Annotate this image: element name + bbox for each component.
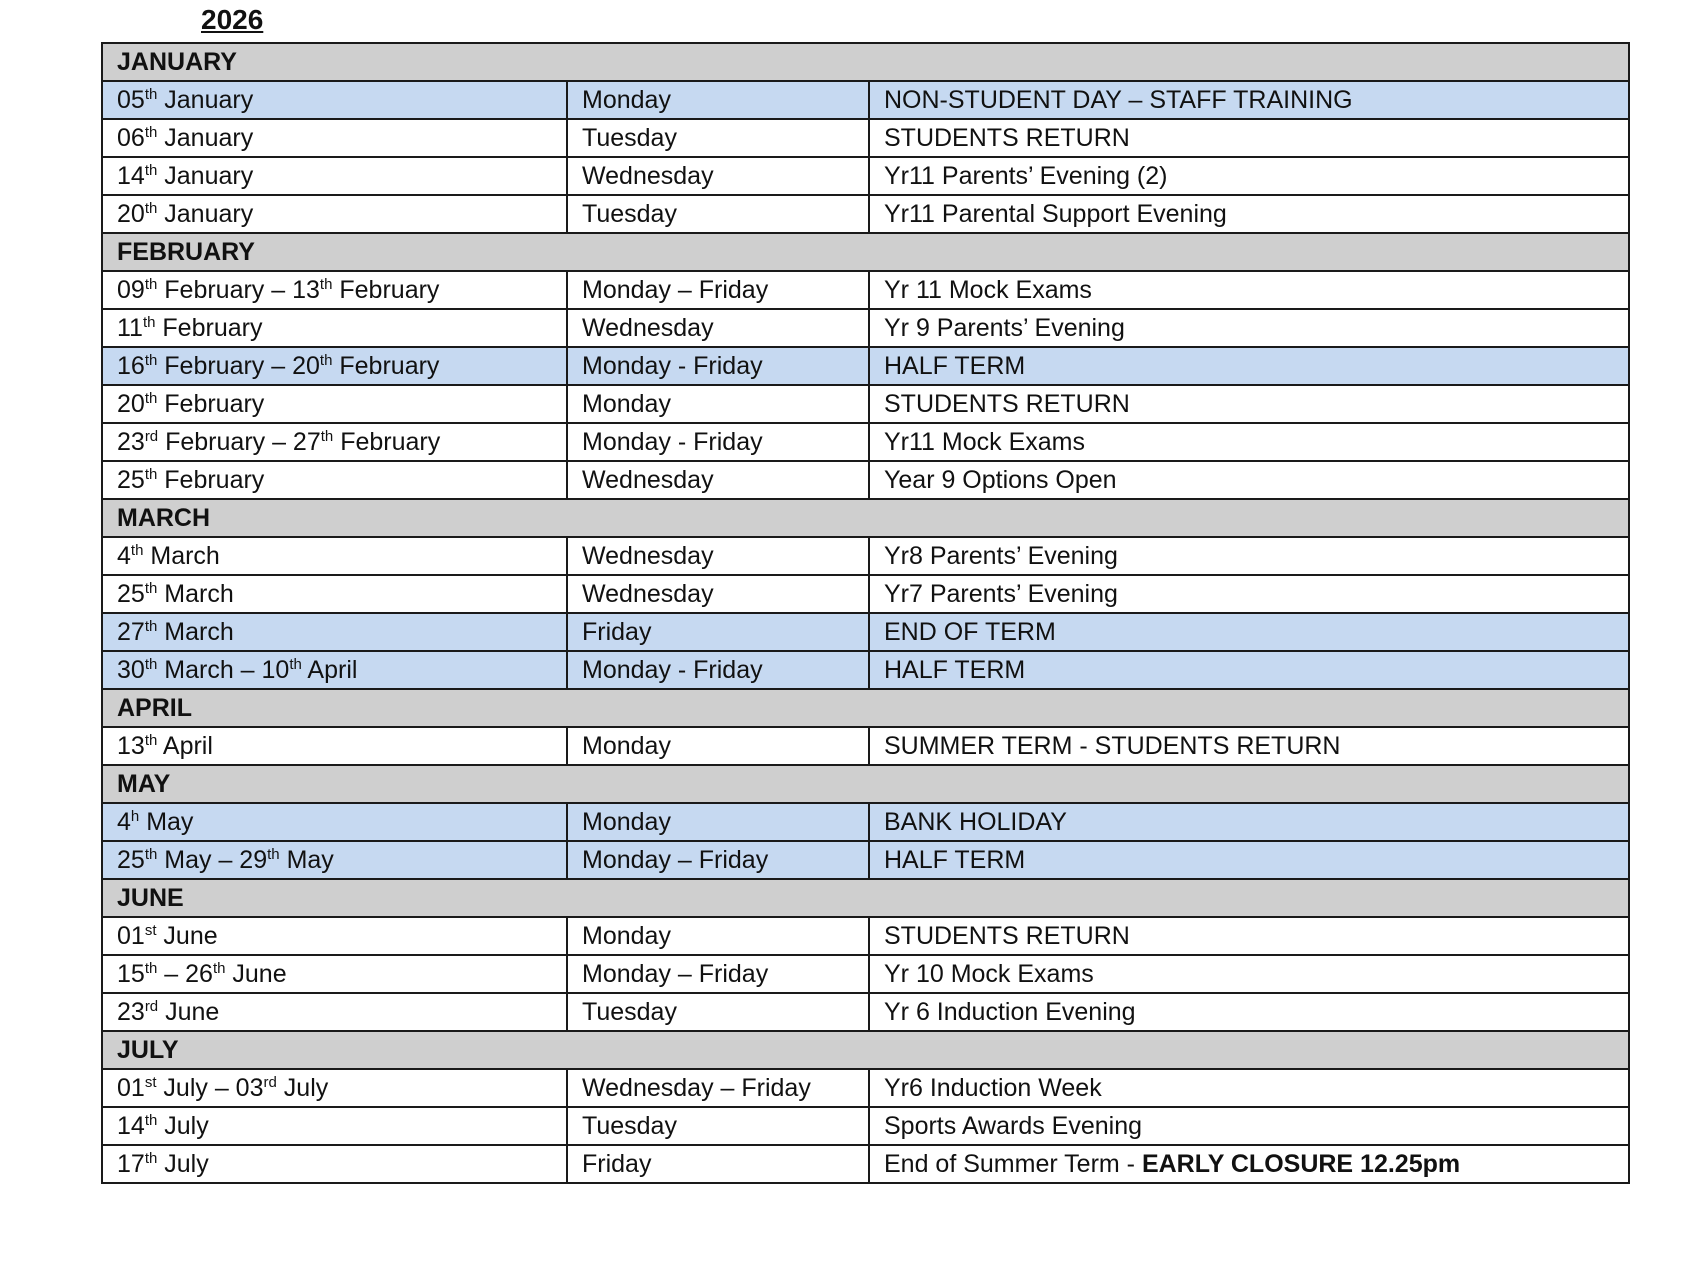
- event-date: 16th February – 20th February: [102, 347, 567, 385]
- month-header: MAY: [102, 765, 1629, 803]
- event-date: 05th January: [102, 81, 567, 119]
- event-weekday: Wednesday: [567, 309, 869, 347]
- event-row: [102, 347, 1629, 385]
- ordinal-suffix: th: [267, 845, 280, 863]
- event-weekday: Monday - Friday: [567, 651, 869, 689]
- event-description: Yr11 Parental Support Evening: [869, 195, 1629, 233]
- ordinal-suffix: th: [144, 655, 158, 673]
- event-weekday: Wednesday: [567, 575, 869, 613]
- ordinal-suffix: th: [319, 275, 333, 293]
- ordinal-suffix: h: [130, 807, 140, 825]
- ordinal-suffix: th: [144, 85, 158, 103]
- month-header-row: [102, 879, 1629, 917]
- month-header: APRIL: [102, 689, 1629, 727]
- event-weekday: Tuesday: [567, 119, 869, 157]
- event-weekday: Friday: [567, 613, 869, 651]
- event-date: 20th February: [102, 385, 567, 423]
- month-header: JULY: [102, 1031, 1629, 1069]
- event-row: [102, 385, 1629, 423]
- event-row: [102, 803, 1629, 841]
- event-description: Yr11 Parents’ Evening (2): [869, 157, 1629, 195]
- event-description: STUDENTS RETURN: [869, 119, 1629, 157]
- month-header: JANUARY: [102, 43, 1629, 81]
- event-row: [102, 917, 1629, 955]
- month-header: JUNE: [102, 879, 1629, 917]
- event-date: 15th – 26th June: [102, 955, 567, 993]
- event-description: Year 9 Options Open: [869, 461, 1629, 499]
- ordinal-suffix: th: [142, 313, 156, 331]
- event-row: [102, 461, 1629, 499]
- ordinal-suffix: th: [320, 427, 334, 445]
- event-date: 25th March: [102, 575, 567, 613]
- event-row: [102, 119, 1629, 157]
- event-row: [102, 1145, 1629, 1183]
- ordinal-suffix: rd: [144, 997, 159, 1015]
- event-description: HALF TERM: [869, 651, 1629, 689]
- event-weekday: Monday – Friday: [567, 955, 869, 993]
- event-description: END OF TERM: [869, 613, 1629, 651]
- event-date: 25th May – 29th May: [102, 841, 567, 879]
- event-description: SUMMER TERM - STUDENTS RETURN: [869, 727, 1629, 765]
- event-weekday: Monday: [567, 81, 869, 119]
- ordinal-suffix: th: [144, 579, 158, 597]
- event-row: [102, 309, 1629, 347]
- event-weekday: Monday: [567, 803, 869, 841]
- month-header-row: [102, 765, 1629, 803]
- event-weekday: Monday - Friday: [567, 423, 869, 461]
- ordinal-suffix: st: [144, 921, 157, 939]
- ordinal-suffix: th: [144, 275, 158, 293]
- event-description: Yr 10 Mock Exams: [869, 955, 1629, 993]
- ordinal-suffix: th: [144, 845, 158, 863]
- event-date: 01st July – 03rd July: [102, 1069, 567, 1107]
- month-header-row: [102, 233, 1629, 271]
- event-weekday: Tuesday: [567, 1107, 869, 1145]
- ordinal-suffix: th: [144, 1111, 158, 1129]
- event-row: [102, 81, 1629, 119]
- event-row: [102, 955, 1629, 993]
- month-header: FEBRUARY: [102, 233, 1629, 271]
- month-header-row: [102, 689, 1629, 727]
- event-row: [102, 993, 1629, 1031]
- event-description: STUDENTS RETURN: [869, 385, 1629, 423]
- event-description: BANK HOLIDAY: [869, 803, 1629, 841]
- ordinal-suffix: th: [144, 959, 158, 977]
- ordinal-suffix: st: [144, 1073, 157, 1091]
- event-date: 20th January: [102, 195, 567, 233]
- event-date: 25th February: [102, 461, 567, 499]
- event-row: [102, 651, 1629, 689]
- event-date: 09th February – 13th February: [102, 271, 567, 309]
- ordinal-suffix: th: [212, 959, 226, 977]
- event-date: 11th February: [102, 309, 567, 347]
- event-date: 30th March – 10th April: [102, 651, 567, 689]
- event-description: HALF TERM: [869, 841, 1629, 879]
- document-year-heading: 2026: [201, 4, 264, 35]
- month-header-row: [102, 43, 1629, 81]
- ordinal-suffix: th: [130, 541, 144, 559]
- event-description: Yr11 Mock Exams: [869, 423, 1629, 461]
- event-weekday: Wednesday: [567, 157, 869, 195]
- ordinal-suffix: th: [319, 351, 333, 369]
- event-weekday: Tuesday: [567, 993, 869, 1031]
- event-row: [102, 1069, 1629, 1107]
- event-weekday: Monday: [567, 917, 869, 955]
- event-row: [102, 1107, 1629, 1145]
- event-row: [102, 537, 1629, 575]
- event-row: [102, 727, 1629, 765]
- ordinal-suffix: rd: [144, 427, 159, 445]
- event-description: NON-STUDENT DAY – STAFF TRAINING: [869, 81, 1629, 119]
- event-date: 23rd February – 27th February: [102, 423, 567, 461]
- event-description: Yr6 Induction Week: [869, 1069, 1629, 1107]
- month-header-row: [102, 1031, 1629, 1069]
- event-row: [102, 157, 1629, 195]
- event-date: 27th March: [102, 613, 567, 651]
- event-row: [102, 575, 1629, 613]
- event-weekday: Monday – Friday: [567, 271, 869, 309]
- event-description: End of Summer Term - EARLY CLOSURE 12.25pm: [869, 1145, 1629, 1183]
- ordinal-suffix: th: [144, 731, 158, 749]
- event-description: Sports Awards Evening: [869, 1107, 1629, 1145]
- calendar-table-body: [102, 43, 1629, 1183]
- event-weekday: Monday: [567, 727, 869, 765]
- calendar-table: [101, 42, 1630, 1184]
- event-weekday: Wednesday: [567, 461, 869, 499]
- event-weekday: Tuesday: [567, 195, 869, 233]
- month-header-row: [102, 499, 1629, 537]
- ordinal-suffix: th: [144, 351, 158, 369]
- ordinal-suffix: th: [144, 465, 158, 483]
- event-description: Yr8 Parents’ Evening: [869, 537, 1629, 575]
- event-date: 4th March: [102, 537, 567, 575]
- event-description: Yr7 Parents’ Evening: [869, 575, 1629, 613]
- ordinal-suffix: th: [144, 617, 158, 635]
- event-date: 13th April: [102, 727, 567, 765]
- event-date: 06th January: [102, 119, 567, 157]
- event-weekday: Wednesday: [567, 537, 869, 575]
- event-date: 4$^h$ May: [102, 803, 567, 841]
- event-weekday: Friday: [567, 1145, 869, 1183]
- event-weekday: Monday - Friday: [567, 347, 869, 385]
- event-description: HALF TERM: [869, 347, 1629, 385]
- ordinal-suffix: th: [144, 389, 158, 407]
- event-row: [102, 423, 1629, 461]
- ordinal-suffix: th: [144, 1149, 158, 1167]
- ordinal-suffix: th: [144, 199, 158, 217]
- event-description: Yr 6 Induction Evening: [869, 993, 1629, 1031]
- month-header: MARCH: [102, 499, 1629, 537]
- event-date: 01st June: [102, 917, 567, 955]
- event-weekday: Monday: [567, 385, 869, 423]
- event-date: 23rd June: [102, 993, 567, 1031]
- event-row: [102, 841, 1629, 879]
- event-row: [102, 271, 1629, 309]
- event-row: [102, 613, 1629, 651]
- ordinal-suffix: th: [289, 655, 302, 673]
- event-description: Yr 9 Parents’ Evening: [869, 309, 1629, 347]
- event-date: 14th July: [102, 1107, 567, 1145]
- event-date: 14th January: [102, 157, 567, 195]
- event-emphasis: EARLY CLOSURE 12.25pm: [1141, 1149, 1461, 1178]
- ordinal-suffix: rd: [263, 1073, 277, 1091]
- event-description: STUDENTS RETURN: [869, 917, 1629, 955]
- event-row: [102, 195, 1629, 233]
- event-weekday: Wednesday – Friday: [567, 1069, 869, 1107]
- event-description: Yr 11 Mock Exams: [869, 271, 1629, 309]
- event-date: 17th July: [102, 1145, 567, 1183]
- ordinal-suffix: th: [144, 123, 158, 141]
- event-weekday: Monday – Friday: [567, 841, 869, 879]
- ordinal-suffix: th: [144, 161, 158, 179]
